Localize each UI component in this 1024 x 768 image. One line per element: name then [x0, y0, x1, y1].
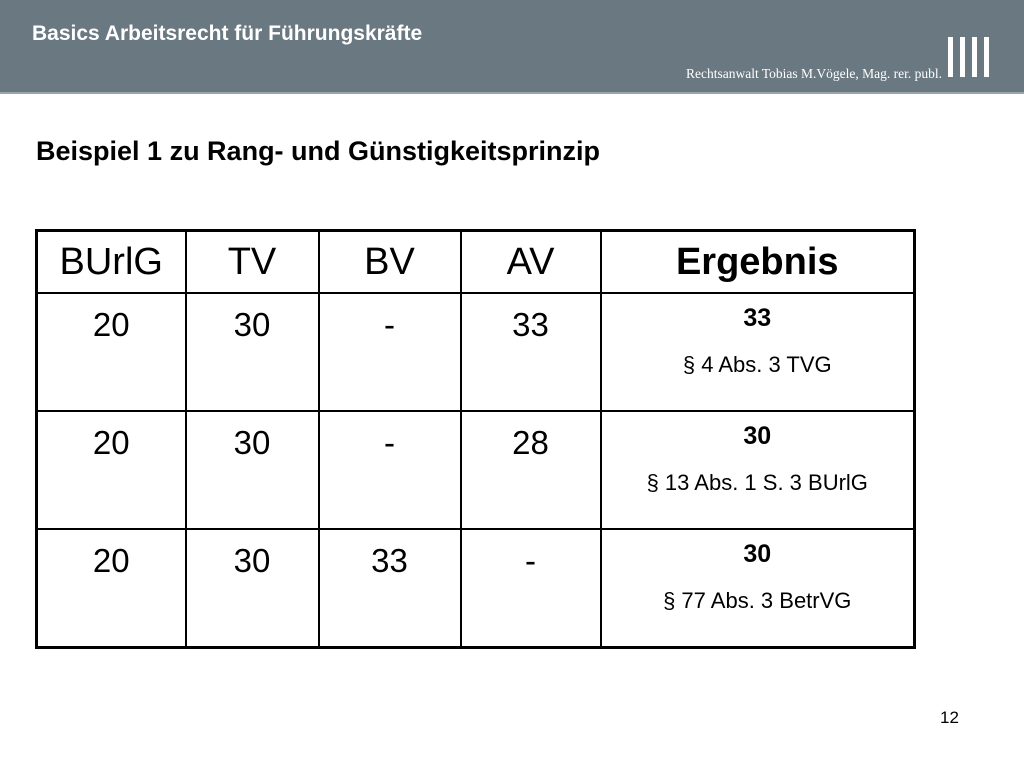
- cell-av: -: [461, 529, 601, 648]
- result-legal-basis: § 4 Abs. 3 TVG: [682, 352, 832, 377]
- result-value: 33: [743, 304, 772, 332]
- result-legal-basis: § 77 Abs. 3 BetrVG: [663, 588, 852, 613]
- four-vertical-bars-logo-icon: [948, 37, 990, 77]
- table-row: [37, 411, 915, 529]
- column-header-burlg: BUrlG: [37, 231, 186, 294]
- cell-tv: 30: [186, 293, 319, 411]
- cell-bv: -: [319, 293, 461, 411]
- cell-result: [601, 411, 915, 529]
- cell-bv: 33: [319, 529, 461, 648]
- column-header-bv: BV: [319, 231, 461, 294]
- cell-tv: 30: [186, 529, 319, 648]
- table-header-row: [37, 231, 915, 294]
- table-row: [37, 293, 915, 411]
- column-header-result: Ergebnis: [601, 231, 915, 294]
- cell-burlg: 20: [37, 529, 186, 648]
- column-header-av: AV: [461, 231, 601, 294]
- ranking-principle-table: [35, 229, 916, 649]
- author-line: Rechtsanwalt Tobias M.Vögele, Mag. rer. publ.: [685, 66, 942, 81]
- slide-heading: Beispiel 1 zu Rang- und Günstigkeitsprinzip: [36, 136, 601, 166]
- result-value: 30: [743, 540, 772, 568]
- result-legal-basis: § 13 Abs. 1 S. 3 BUrlG: [646, 470, 868, 495]
- column-header-tv: TV: [186, 231, 319, 294]
- cell-av: 33: [461, 293, 601, 411]
- presentation-title: Basics Arbeitsrecht für Führungskräfte: [32, 22, 423, 45]
- header-divider: [0, 92, 1024, 94]
- cell-result: [601, 293, 915, 411]
- page-number: 12: [940, 708, 959, 727]
- cell-bv: -: [319, 411, 461, 529]
- cell-burlg: 20: [37, 293, 186, 411]
- table-row: [37, 529, 915, 648]
- cell-burlg: 20: [37, 411, 186, 529]
- cell-av: 28: [461, 411, 601, 529]
- cell-result: [601, 529, 915, 648]
- cell-tv: 30: [186, 411, 319, 529]
- result-value: 30: [743, 422, 772, 450]
